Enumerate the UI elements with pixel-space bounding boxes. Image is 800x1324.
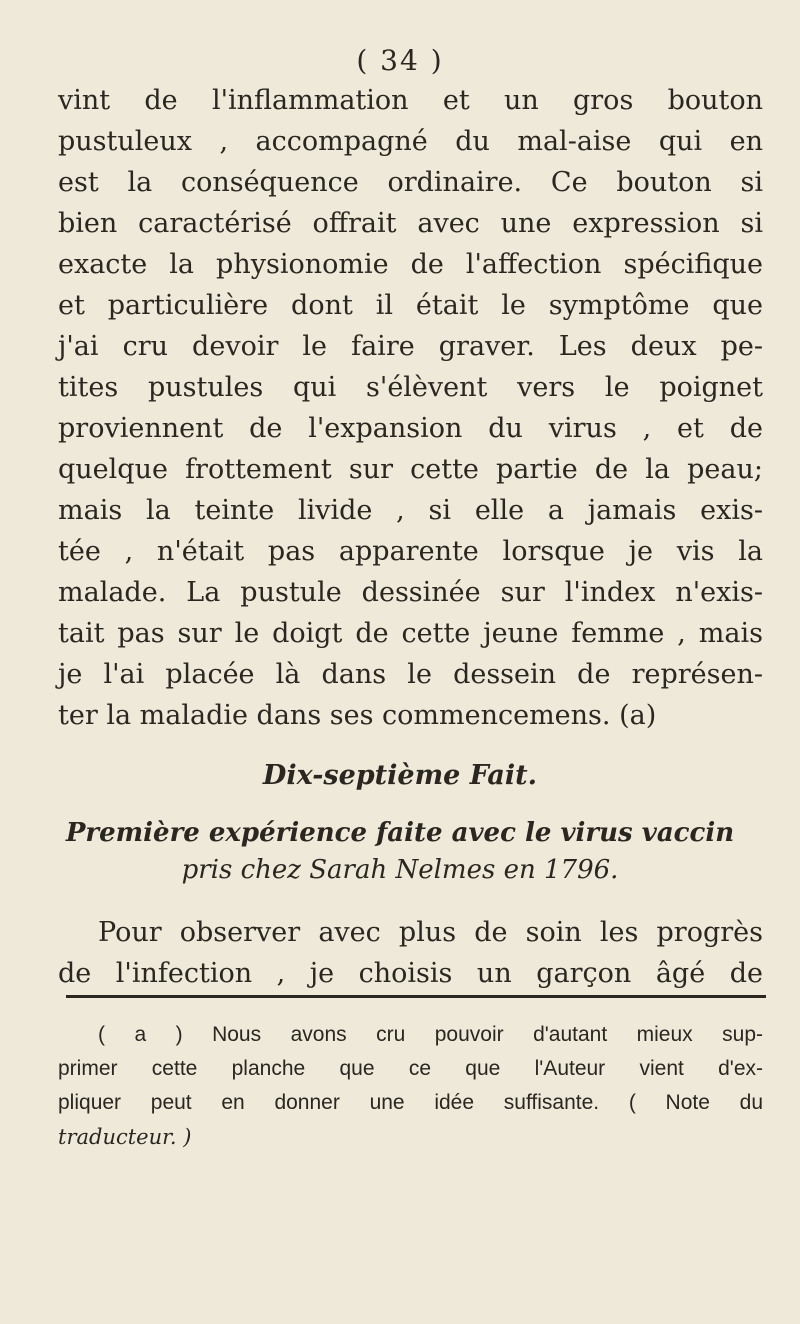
footnote-line: pliquer peut en donner une idée suffisante. ( Note du [58,1091,763,1114]
text-line: de l'infection , je choisis un garçon âgé de [58,958,763,989]
section-heading: Dix-septième Fait. [262,760,538,791]
text-line: et particulière dont il était le symptôme que [58,290,763,321]
paragraph-2 [58,912,763,994]
text-line: tait pas sur le doigt de cette jeune femme , mais [58,618,763,649]
text-line: tée , n'était pas apparente lorsque je vis la [58,536,763,567]
text-line: quelque frottement sur cette partie de la peau; [58,454,763,485]
page-number: ( 34 ) [356,44,444,77]
text-line: proviennent de l'expansion du virus , et de [58,413,763,444]
paragraph-1 [58,80,763,736]
text-line: j'ai cru devoir le faire graver. Les deux pe- [58,331,763,362]
footnote-line: primer cette planche que ce que l'Auteur vient d'ex- [58,1057,763,1080]
footnote-line: traducteur. ) [58,1125,192,1149]
footnote-divider [66,995,766,998]
text-line: exacte la physionomie de l'affection spécifique [58,249,763,280]
text-line: vint de l'inflammation et un gros bouton [58,85,763,116]
text-line: bien caractérisé offrait avec une expression si [58,208,763,239]
text-line: mais la teinte livide , si elle a jamais exis- [58,495,763,526]
text-line: pustuleux , accompagné du mal-aise qui en [58,126,763,157]
text-line: ter la maladie dans ses commencemens. (a) [58,700,657,731]
text-line: Pour observer avec plus de soin les progrès [98,917,763,948]
text-line: tites pustules qui s'élèvent vers le poignet [58,372,763,403]
section-subheading-line-2: pris chez Sarah Nelmes en 1796. [181,855,619,885]
text-line: malade. La pustule dessinée sur l'index n'exis- [58,577,763,608]
section-subheading-line-1: Première expérience faite avec le virus vaccin [65,818,735,848]
footnote-line: ( a ) Nous avons cru pouvoir d'autant mieux sup- [98,1023,763,1046]
text-line: est la conséquence ordinaire. Ce bouton si [58,167,763,198]
footnote [58,1018,763,1154]
text-line: je l'ai placée là dans le dessein de représen- [58,659,763,690]
